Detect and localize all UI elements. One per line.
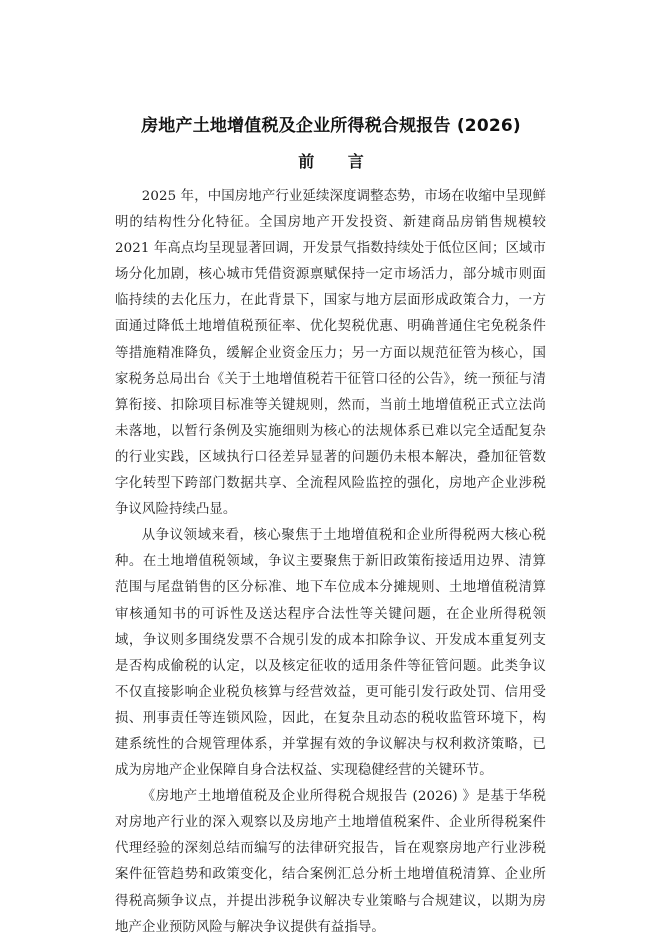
section-heading: 前 言 [298,152,378,171]
paragraph: 2025 年，中国房地产行业延续深度调整态势，市场在收缩中呈现鲜明的结构性分化特征。全国房地产开发投资、新建商品房销售规模较 2021 年高点均呈现显著回调，开发景气指数持续处于低位区间；区域市场分化加剧，核心城市凭借资源禀赋保持一定市场活力，部分城市则面临持续的去化压力，在此背景下，国家与地方层面形成政策合力，一方面通过降低土地增值税预征率、优化契税优惠、明确普通住宅免税条件等措施精准降负，缓解企业资金压力；另一方面以规范征管为核心，国家税务总局出台《关于土地增值税若干征管口径的公告》，统一预征与清算衔接、扣除项目标准等关键规则，然而，当前土地增值税正式立法尚未落地，以暂行条例及实施细则为核心的法规体系已难以完全适配复杂的行业实践，区域执行口径差异显著的问题仍未根本解决，叠加征管数字化转型下跨部门数据共享、全流程风险监控的强化，房地产企业涉税争议风险持续凸显。 [115,189,546,518]
paragraph: 《房地产土地增值税及企业所得税合规报告 (2026) 》是基于华税对房地产行业的深入观察以及房地产土地增值税案件、企业所得税案件代理经验的深刻总结而编写的法律研究报告，旨在观察房地产行业涉税案件征管趋势和政策变化，结合案例汇总分析土地增值税清算、企业所得税高频争议点，并提出涉税争议解决专业策略与合规建议，以期为房地产企业预防风险与解决争议提供有益指导。 [115,789,546,935]
document-title: 房地产土地增值税及企业所得税合规报告 (2026) [141,116,521,136]
paragraph: 从争议领域来看，核心聚焦于土地增值税和企业所得税两大核心税种。在土地增值税领域，争议主要聚焦于新旧政策衔接适用边界、清算范围与尾盘销售的区分标准、地下车位成本分摊规则、土地增值税清算审核通知书的可诉性及送达程序合法性等关键问题，在企业所得税领域，争议则多围绕发票不合规引发的成本扣除争议、开发成本重复列支是否构成偷税的认定，以及核定征收的适用条件等征管问题。此类争议不仅直接影响企业税负核算与经营效益，更可能引发行政处罚、信用受损、刑事责任等连锁风险，因此，在复杂且动态的税收监管环境下，构建系统性的合规管理体系，并掌握有效的争议解决与权利救济策略，已成为房地产企业保障自身合法权益、实现稳健经营的关键环节。 [115,528,546,779]
body-text [115,184,546,941]
